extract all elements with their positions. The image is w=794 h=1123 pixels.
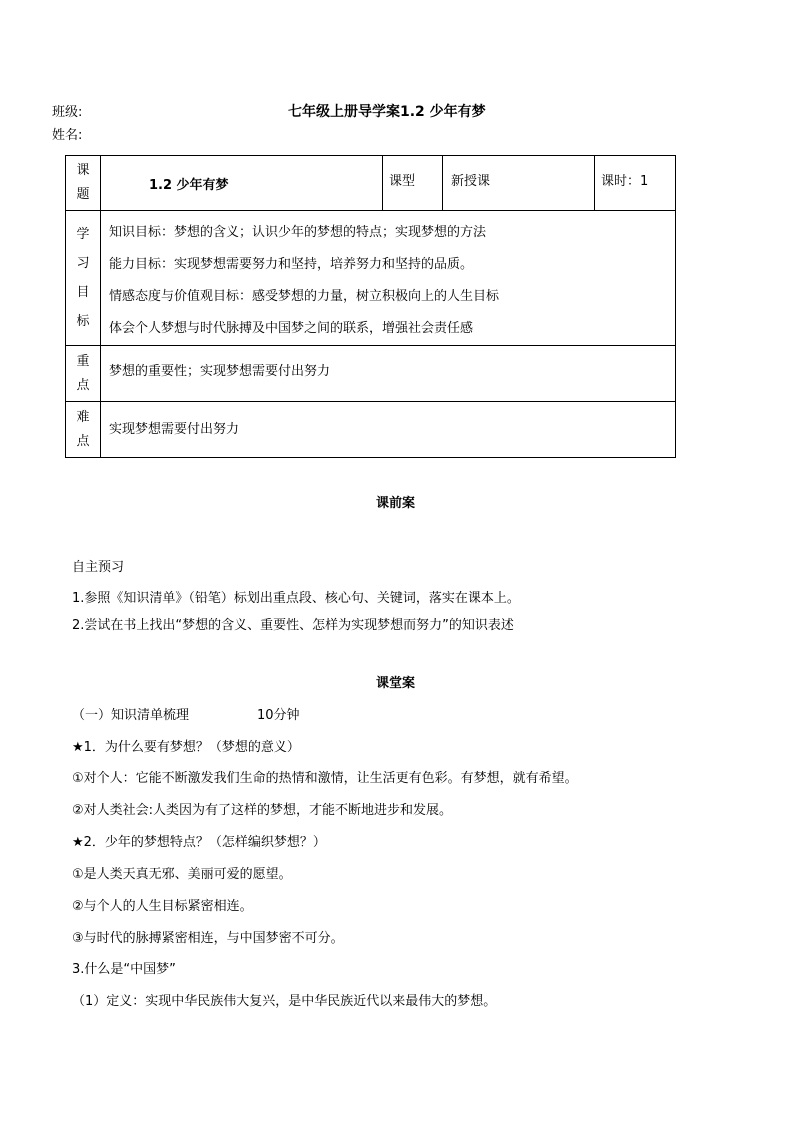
goals-label-char: 习: [76, 256, 90, 271]
topic-value: 1.2 少年有梦: [101, 156, 383, 211]
key-row: [66, 346, 676, 402]
key-label-char: 点: [76, 377, 90, 393]
section-title: （一）知识清单梳理: [72, 708, 190, 723]
lesson-info-table: [65, 155, 676, 458]
page-title: 七年级上册导学案1.2 少年有梦: [288, 104, 486, 120]
goal-item: 情感态度与价值观目标：感受梦想的力量，树立积极向上的人生目标: [109, 289, 500, 304]
inclass-line: ③与时代的脉搏紧密相连，与中国梦密不可分。: [72, 931, 344, 946]
inclass-line: （1）定义：实现中华民族伟大复兴，是中华民族近代以来最伟大的梦想。: [72, 994, 497, 1009]
goals-label-char: 目: [76, 285, 90, 300]
topic-label-char: 题: [76, 187, 90, 202]
topic-row: [66, 156, 676, 211]
difficulty-label-char: 难: [76, 409, 90, 425]
type-label: 课型: [383, 156, 443, 211]
inclass-line: ①对个人：它能不断激发我们生命的热情和激情，让生活更有色彩。有梦想，就有希望。: [72, 771, 578, 786]
inclass-line: ②对人类社会:人类因为有了这样的梦想，才能不断地进步和发展。: [72, 803, 453, 818]
preclass-subheading: 自主预习: [72, 560, 125, 575]
goal-item: 知识目标：梦想的含义；认识少年的梦想的特点；实现梦想的方法: [109, 225, 487, 240]
goal-item: 体会个人梦想与时代脉搏及中国梦之间的联系，增强社会责任感: [109, 321, 474, 336]
key-label: [66, 346, 101, 402]
inclass-heading: 课堂案: [376, 676, 416, 691]
preclass-item: 1.参照《知识清单》（铅笔）标划出重点段、核心句、关键词，落实在课本上。: [72, 591, 520, 606]
difficulty-label: [66, 402, 101, 458]
inclass-line: ★1．为什么要有梦想？（梦想的意义）: [72, 740, 300, 755]
topic-label: [66, 156, 101, 211]
difficulty-label-char: 点: [76, 433, 90, 449]
goals-label: [66, 211, 101, 346]
goals-label-char: 标: [76, 314, 90, 329]
goal-item: 能力目标：实现梦想需要努力和坚持，培养努力和坚持的品质。: [109, 257, 474, 272]
section-time: 10分钟: [257, 708, 300, 723]
preclass-item: 2.尝试在书上找出“梦想的含义、重要性、怎样为实现梦想而努力”的知识表述: [72, 618, 514, 633]
difficulty-value: 实现梦想需要付出努力: [101, 402, 676, 458]
inclass-line: ②与个人的人生目标紧密相连。: [72, 899, 253, 914]
topic-label-char: 课: [76, 163, 90, 178]
goals-value: [101, 211, 676, 346]
name-label: 姓名:: [52, 128, 83, 143]
type-value: 新授课: [443, 156, 595, 211]
period-value: 课时：1: [595, 156, 676, 211]
goals-row: [66, 211, 676, 346]
inclass-line: ★2．少年的梦想特点？（怎样编织梦想？）: [72, 835, 326, 850]
inclass-line: ①是人类天真无邪、美丽可爱的愿望。: [72, 867, 292, 882]
preclass-heading: 课前案: [376, 496, 416, 511]
key-label-char: 重: [76, 353, 90, 369]
key-value: 梦想的重要性；实现梦想需要付出努力: [101, 346, 676, 402]
difficulty-row: [66, 402, 676, 458]
inclass-line: 3.什么是“中国梦”: [72, 962, 176, 977]
class-label: 班级:: [52, 105, 83, 120]
goals-label-char: 学: [76, 227, 90, 242]
